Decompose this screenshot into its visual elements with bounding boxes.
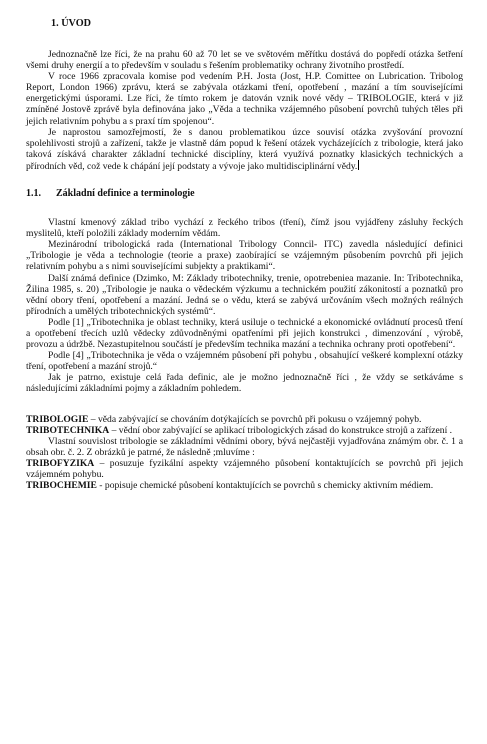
intro-paragraph-1: Jednoznačně lze říci, že na prahu 60 až 70 let se ve světovém měřítku dostává do popředí otázka šetření všemi druhy energií a to především v souladu s řešením problematiky ochrany životního prostředí. [26,49,463,72]
term-text: - popisuje chemické působení kontaktujících se povrchů s chemicky aktivním médiem. [96,480,434,492]
intro-paragraph-3-text: Je naprostou samozřejmostí, že s danou problematikou úzce souvisí otázka zvyšování provozní spolehlivosti strojů a zařízení, takže je vlastně dám popud k řešení otázek vycházejících z tribologie, která jako taková získává charakter základní technické disciplíny, která využívá poznatky klasických technických a přírodních věd, což vede k chápání její podstaty a vývoje jako multidisciplinární vědy. [26,126,463,172]
term-text: – posuzuje fyzikální aspekty vzájemného působení kontaktujících se povrchů při jejich vzájemném pohybu. [26,457,463,480]
terms-intro-paragraph: Vlastní souvislost tribologie se základními vědními obory, bývá nejčastěji vyjadřována známým obr. č. 1 a obsah obr. č. 2. Z obrázků je patrné, že následně ;mluvíme : [26,435,463,458]
term-tribochemie [26,480,463,491]
section-number: 1.1. [26,188,41,200]
term-text: – vědní obor zabývající se aplikací tribologických zásad do konstrukce strojů a zařízení . [109,424,453,436]
definition-paragraph-3: Další známá definice (Dzimko, M: Základy tribotechniky, trenie, opotrebeniea mazanie. In: Tribotechnika, Žilina 1985, s. 20) „Tribologie je nauka o vědeckém výzkumu a technickém použití zákonitostí a poznatků pro vědní obory tření, opotřebení a mazání. Jedná se o vědu, která se zabývá určováním všech možných reálných přírodních a umělých tribotechnických systémů“. [26,272,463,317]
term-name: TRIBOTECHNIKA [26,424,110,436]
definition-paragraph-1: Vlastní kmenový základ tribo vychází z řeckého tribos (tření), čímž jsou vyjádřeny zásluhy řeckých myslitelů, kteří položili základy moderním vědám. [26,217,463,240]
term-name: TRIBOFYZIKA [26,457,95,469]
text-cursor [358,160,359,170]
term-tribotechnika [26,425,463,436]
term-tribologie [26,414,463,425]
definition-paragraph-4: Podle [1] „Tribotechnika je oblast techniky, která usiluje o technické a ekonomické ovládnutí procesů tření a opotřebení třecích uzlů vědecky zdůvodněnými opatřeními při jejich konstrukci , dimenzování , výrobě, provozu a údržbě. Nezastupitelnou součástí je především technika mazání a technika ochrany proti opotřebení“. [26,316,463,351]
term-name: TRIBOLOGIE [26,413,89,425]
term-name: TRIBOCHEMIE [26,480,97,492]
section-title: Základní definice a terminologie [56,188,195,200]
term-tribofyzika [26,458,463,480]
term-text: – věda zabývající se chováním dotýkajících se povrchů při pokusu o vzájemný pohyb. [88,413,422,425]
chapter-heading: 1. ÚVOD [51,18,91,29]
intro-paragraph-3 [26,127,463,172]
definition-paragraph-6: Jak je patrno, existuje celá řada definic, ale je možno jednoznačně říci , že vždy se setkáváme s následujícími základními pojmy a základním pohledem. [26,372,463,395]
definition-paragraph-5: Podle [4] „Tribotechnika je věda o vzájemném působení při pohybu , obsahující veškeré komplexní otázky tření, opotřebení a mazání strojů.“ [26,350,463,373]
intro-paragraph-2: V roce 1966 zpracovala komise pod vedením P.H. Josta (Jost, H.P. Comittee on Lubrication. Tribolog Report, London 1966) zprávu, která se zabývala otázkami tření, opotřebení , mazání a tím souvisejícími energetickými úsporami. Lze říci, že tímto rokem je datován vznik nové vědy – TRIBOLOGIE, která v již zmíněné Jostově zprávě byla definována jako „Věda a technika vzájemného působení povrchů tuhých těles při jejich relativním pohybu a s praxí tím spojenou“. [26,71,463,127]
section-heading [26,188,463,200]
definition-paragraph-2: Mezinárodní tribologická rada (International Tribology Conncil- ITC) zavedla následující definici „Tribologie je věda a technologie (teorie a praxe) zaobírající se vzájemným působením povrchů při jejich relativním pohybu a s nimi souvisejícími subjekty a praktikami“. [26,239,463,273]
